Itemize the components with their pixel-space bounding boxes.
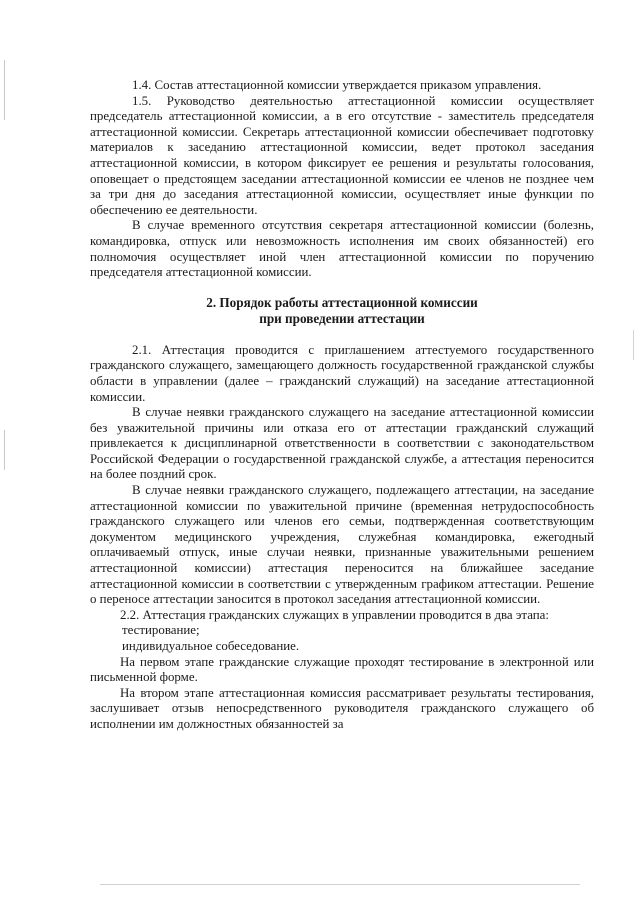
paragraph-2-1: 2.1. Аттестация проводится с приглашением аттестуемого государственного гражданского служащего, замещающего должность государственной гражданской службы области в управлении (далее – гражданский служащий) на заседание аттестационной комиссии. bbox=[90, 342, 594, 404]
paragraph-secretary-absence: В случае временного отсутствия секретаря аттестационной комиссии (болезнь, командировка, отпуск или невозможность исполнения им своих обязанностей) его полномочия осуществляет иной член аттестационной комиссии по поручению председателя аттестационной комиссии. bbox=[90, 218, 594, 280]
stage-testing: тестирование; bbox=[122, 623, 200, 638]
paragraph-valid-reason: В случае неявки гражданского служащего, подлежащего аттестации, на заседание аттестационной комиссии по уважительной причине (временная нетрудоспособность гражданского служащего или членов его семьи, подтвержденная соответствующим документом медицинского учреждения, служебная командировка, ежегодный оплачиваемый отпуск, иные случаи неявки, признанные уважительными решением аттестационной комиссии) аттестация переносится на ближайшее заседание аттестационной комиссии в соответствии с утвержденным графиком аттестации. Решение о переносе аттестации заносится в протокол заседания аттестационной комиссии. bbox=[90, 483, 594, 607]
section-2-heading bbox=[90, 295, 594, 327]
scan-edge-mark bbox=[4, 430, 5, 470]
paragraph-1-5: 1.5. Руководство деятельностью аттестационной комиссии осуществляет председатель аттестационной комиссии, а в его отсутствие - заместитель председателя аттестационной комиссии. Секретарь аттестационной комиссии обеспечивает подготовку материалов к заседанию аттестационной комиссии, ведет протокол заседания аттестационной комиссии, в котором фиксирует ее решения и результаты голосования, оповещает о предстоящем заседании аттестационной комиссии ее членов не позднее чем за три дня до заседания аттестационной комиссии, осуществляет иные функции по обеспечению ее деятельности. bbox=[90, 93, 594, 217]
stage-interview: индивидуальное собеседование. bbox=[122, 639, 300, 653]
section-2-heading-line-1: 2. Порядок работы аттестационной комиссии bbox=[206, 294, 478, 310]
paragraph-1-4: 1.4. Состав аттестационной комиссии утверждается приказом управления. bbox=[132, 78, 542, 92]
scan-edge-mark bbox=[4, 60, 5, 120]
paragraph-second-stage: На втором этапе аттестационная комиссия рассматривает результаты тестирования, заслушивает отзыв непосредственного руководителя гражданского служащего об исполнении им должностных обязанностей за bbox=[90, 685, 594, 731]
scan-edge-mark bbox=[633, 330, 634, 360]
paragraph-2-2: 2.2. Аттестация гражданских служащих в управлении проводится в два этапа: bbox=[120, 607, 549, 622]
section-2-heading-line-2: при проведении аттестации bbox=[259, 310, 425, 326]
scan-bottom-edge bbox=[100, 884, 580, 885]
paragraph-first-stage: На первом этапе гражданские служащие проходят тестирование в электронной или письменной форме. bbox=[90, 654, 594, 685]
paragraph-no-show: В случае неявки гражданского служащего на заседание аттестационной комиссии без уважительной причины или отказа его от аттестации гражданский служащий привлекается к дисциплинарной ответственности в соответствии с законодательством Российской Федерации о государственной гражданской службе, а аттестация переносится на более поздний срок. bbox=[90, 405, 594, 482]
document-body bbox=[90, 78, 594, 733]
